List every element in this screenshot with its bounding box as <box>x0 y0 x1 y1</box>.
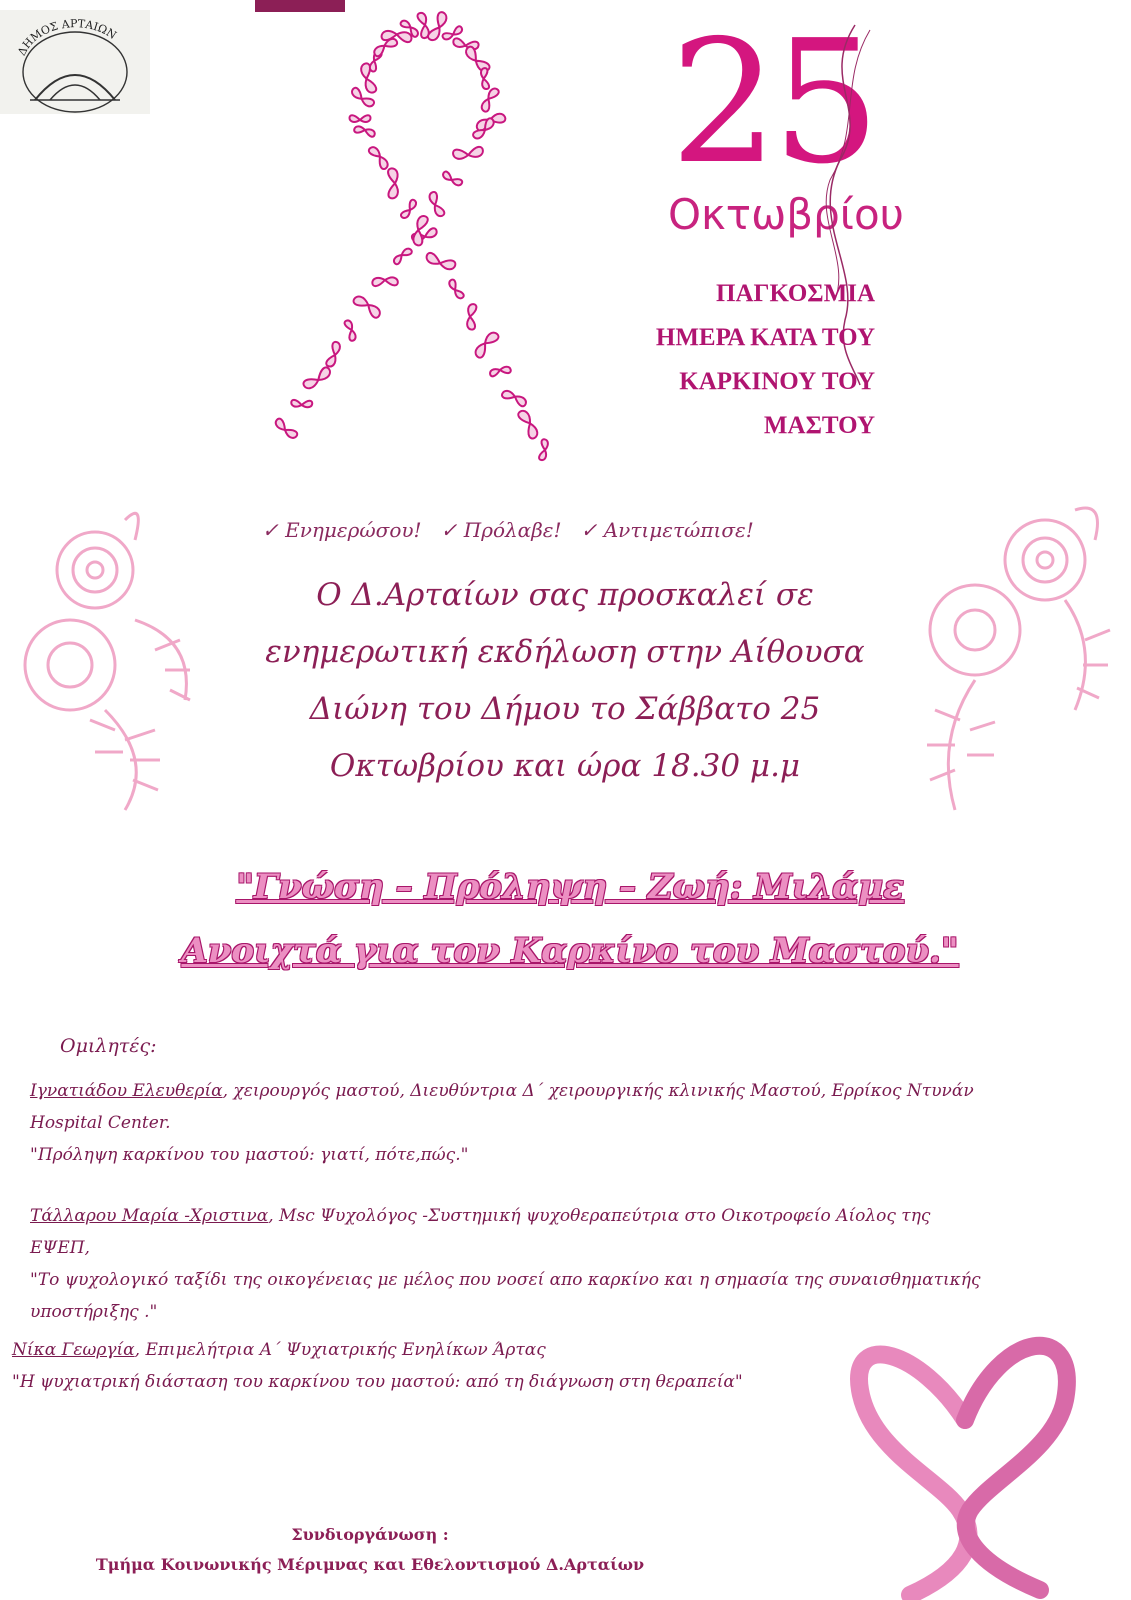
awareness-day-title <box>600 272 875 448</box>
butterfly-icon <box>448 279 465 300</box>
date-month: Οκτωβρίου <box>668 190 904 239</box>
speaker-talk: "Πρόληψη καρκίνου του μαστού: γιατί, πότε,πώς." <box>30 1145 469 1165</box>
date-day: 25 <box>670 4 875 202</box>
butterfly-icon <box>480 87 500 113</box>
day-title-line: ΠΑΓΚΟΣΜΙΑ <box>716 280 875 307</box>
check-icon: ✓ <box>262 518 279 542</box>
butterfly-icon <box>517 409 539 440</box>
speaker-1 <box>30 1075 1080 1171</box>
speaker-name: Τάλλαρου Μαρία -Χριστινα <box>30 1206 269 1226</box>
day-title-line: ΗΜΕΡΑ ΚΑΤΑ ΤΟΥ <box>655 324 875 351</box>
invite-line: Διώνη του Δήμου το Σάββατο 25 <box>309 691 821 727</box>
butterfly-icon <box>442 25 464 40</box>
butterfly-icon <box>442 171 464 187</box>
butterfly-icon <box>453 146 484 159</box>
butterfly-icon <box>392 247 413 265</box>
butterfly-icon <box>489 366 511 377</box>
butterfly-icon <box>325 341 341 368</box>
butterfly-icon <box>372 277 398 286</box>
speaker-name: Ιγνατιάδου Ελευθερία <box>30 1081 223 1101</box>
slogans <box>262 518 882 542</box>
butterfly-icon <box>344 319 357 341</box>
municipality-logo <box>0 10 150 114</box>
speakers-heading: Ομιλητές: <box>60 1035 157 1057</box>
motto-line: Ανοιχτά για τον Καρκίνο του Μαστού." <box>181 931 959 971</box>
event-motto <box>170 855 970 983</box>
footer-label: Συνδιοργάνωση : <box>291 1525 449 1544</box>
butterfly-icon <box>302 366 332 391</box>
butterfly-icon <box>291 400 312 408</box>
butterfly-icon <box>425 252 456 271</box>
speaker-role-cont: ΕΨΕΠ, <box>30 1238 90 1258</box>
invite-line: Ο Δ.Αρταίων σας προσκαλεί σε <box>316 577 814 613</box>
speaker-2 <box>30 1200 1080 1328</box>
day-title-line: ΚΑΡΚΙΝΟΥ ΤΟΥ <box>679 368 875 395</box>
slogan: Πρόλαβε! <box>463 518 562 542</box>
invitation-text <box>200 567 930 795</box>
butterfly-icon <box>368 145 390 170</box>
butterfly-icon <box>400 199 418 220</box>
butterfly-icon <box>388 168 398 198</box>
butterfly-icon <box>412 215 429 246</box>
butterfly-icon <box>274 417 299 440</box>
check-icon: ✓ <box>440 518 458 542</box>
check-icon: ✓ <box>580 518 598 542</box>
logo-text: ΔΗΜΟΣ ΑΡΤΑΙΩΝ <box>15 17 119 58</box>
butterfly-icon <box>428 191 445 218</box>
butterfly-icon <box>473 330 500 359</box>
speaker-role: , Επιμελήτρια Α΄ Ψυχιατρικής Ενηλίκων Άρτας <box>134 1340 546 1360</box>
speaker-name: Νίκα Γεωργία <box>12 1340 135 1360</box>
right-flower-decoration <box>915 490 1125 820</box>
butterfly-icon <box>481 68 490 90</box>
butterfly-ribbon-illustration <box>255 0 595 480</box>
speaker-talk: "Το ψυχολογικό ταξίδι της οικογένειας με μέλος που νοσεί απο καρκίνο και η σημασία της συναισθηματικής <box>30 1270 981 1290</box>
co-organizer-footer <box>0 1520 740 1580</box>
left-flower-decoration <box>5 500 205 820</box>
slogan: Ενημερώσου! <box>285 518 422 542</box>
butterfly-icon <box>354 125 376 137</box>
speaker-talk-cont: υποστήριξης ." <box>30 1302 158 1322</box>
butterfly-icon <box>352 294 382 319</box>
speaker-talk: "Η ψυχιατρική διάσταση του καρκίνου του μαστού: από τη διάγνωση στη θεραπεία" <box>12 1372 743 1392</box>
butterfly-icon <box>350 115 371 122</box>
heart-ribbon-illustration <box>850 1310 1080 1600</box>
motto-line: "Γνώση – Πρόληψη – Ζωή: Μιλάμε <box>236 867 904 907</box>
butterfly-icon <box>501 389 528 407</box>
butterfly-icon <box>539 439 549 461</box>
butterfly-icon <box>467 304 477 330</box>
day-title-line: ΜΑΣΤΟΥ <box>763 412 875 439</box>
speaker-role: , Msc Ψυχολόγος -Συστημική ψυχοθεραπεύτρια στο Οικοτροφείο Αίολος της <box>268 1206 931 1226</box>
invite-line: ενημερωτική εκδήλωση στην Αίθουσα <box>265 634 865 670</box>
footer-org: Τμήμα Κοινωνικής Μέριμνας και Εθελοντισμού Δ.Αρταίων <box>95 1555 645 1574</box>
slogan: Αντιμετώπισε! <box>603 518 754 542</box>
speaker-role: , χειρουργός μαστού, Διευθύντρια Δ΄ χειρουργικής κλινικής Μαστού, Ερρίκος Ντυνάν <box>222 1081 974 1101</box>
speaker-role-cont: Hospital Center. <box>30 1113 171 1133</box>
invite-line: Οκτωβρίου και ώρα 18.30 μ.μ <box>329 748 801 784</box>
butterfly-icon <box>453 38 480 50</box>
